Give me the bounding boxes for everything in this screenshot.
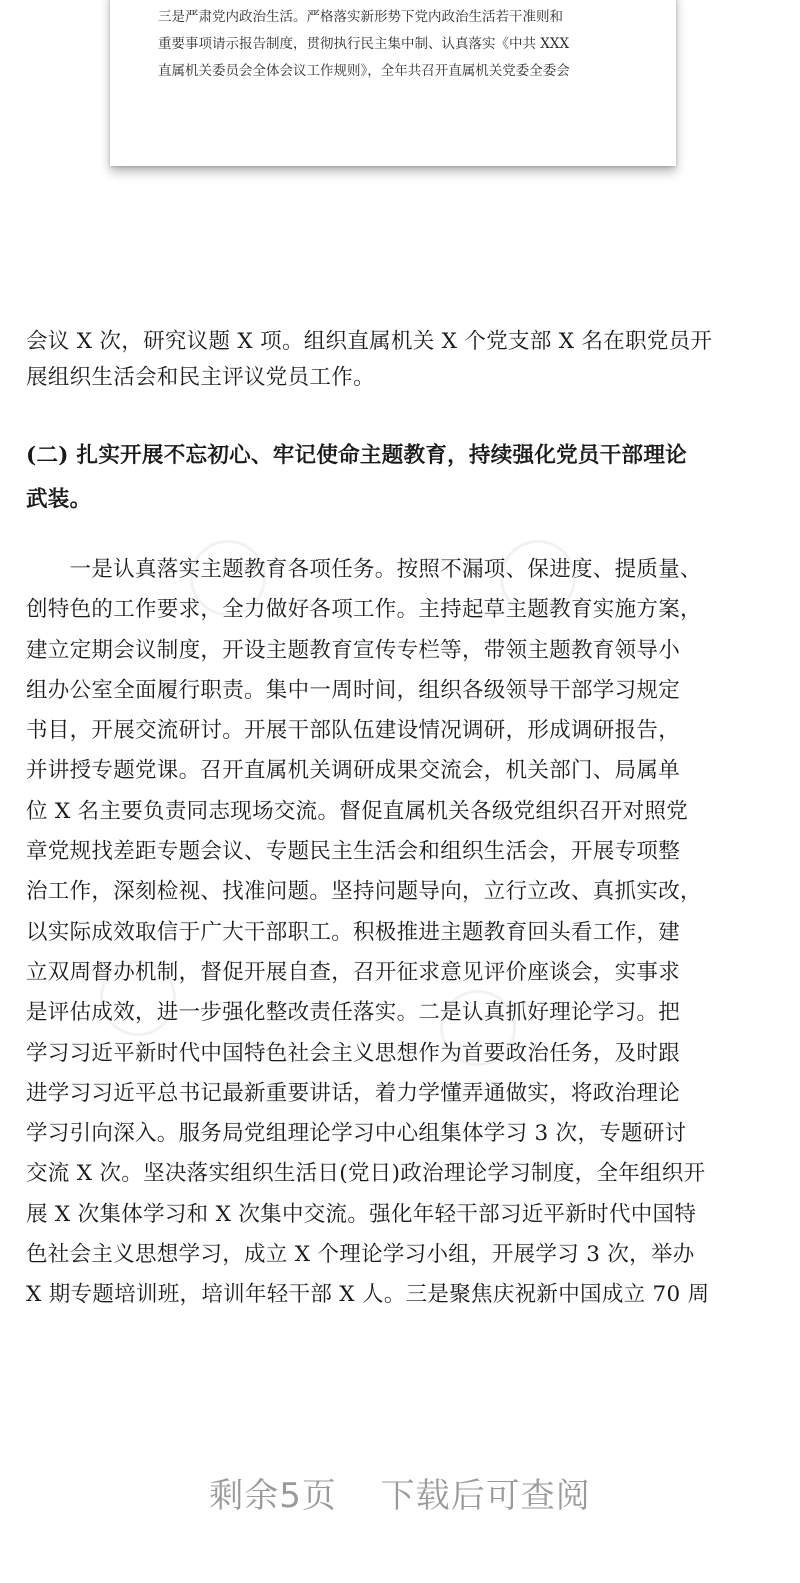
text-line: 治工作，深刻检视、找准问题。坚持问题导向，立行立改、真抓实改，: [26, 879, 702, 905]
text-line: 立双周督办机制，督促开展自查，召开征求意见评价座谈会，实事求: [26, 959, 681, 985]
text-line: 进学习习近平总书记最新重要讲话，着力学懂弄通做实，将政治理论: [26, 1080, 681, 1106]
text-line: 建立定期会议制度，开设主题教育宣传专栏等，带领主题教育领导小: [26, 637, 681, 663]
text-line: 书目，开展交流研讨。开展干部队伍建设情况调研，形成调研报告，: [26, 718, 681, 744]
text-line: 色社会主义思想学习，成立 X 个理论学习小组，开展学习 3 次，举办: [26, 1242, 695, 1268]
remaining-pages-label: 剩余5页: [209, 1476, 337, 1516]
text-line: 位 X 名主要负责同志现场交流。督促直属机关各级党组织召开对照党: [26, 798, 689, 824]
heading-line: (二) 扎实开展不忘初心、牢记使命主题教育，持续强化党员干部理论: [26, 443, 687, 468]
section-heading: [26, 434, 770, 522]
main-paragraph: [26, 550, 770, 1316]
text-line: 创特色的工作要求，全力做好各项工作。主持起草主题教育实施方案，: [26, 597, 702, 623]
remaining-pages-banner[interactable]: [0, 1468, 800, 1517]
heading-line: 武装。: [26, 487, 92, 512]
text-line: 一是认真落实主题教育各项任务。按照不漏项、保进度、提质量、: [26, 557, 702, 582]
preview-line: 三是严肃党内政治生活。严格落实新形势下党内政治生活若干准则和: [158, 9, 563, 25]
text-line: 以实际成效取信于广大干部职工。积极推进主题教育回头看工作，建: [26, 919, 681, 945]
text-line: 学习引向深入。服务局党组理论学习中心组集体学习 3 次，专题研讨: [26, 1121, 687, 1147]
preview-line: 直属机关委员会全体会议工作规则》，全年共召开直属机关党委全委会: [158, 63, 570, 79]
preview-paragraph: [158, 4, 636, 85]
preview-line: 重要事项请示报告制度，贯彻执行民主集中制、认真落实《中共 XXX: [158, 36, 570, 52]
text-line: 交流 X 次。坚决落实组织生活日(党日)政治理论学习制度，全年组织开: [26, 1161, 706, 1187]
text-line: 并讲授专题党课。召开直属机关调研成果交流会，机关部门、局属单: [26, 758, 681, 784]
text-line: 会议 X 次，研究议题 X 项。组织直属机关 X 个党支部 X 名在职党员开: [26, 329, 713, 354]
preview-page-card: [110, 0, 676, 166]
text-line: 是评估成效，进一步强化整改责任落实。二是认真抓好理论学习。把: [26, 1000, 681, 1026]
text-line: 章党规找差距专题会议、专题民主生活会和组织生活会，开展专项整: [26, 839, 681, 865]
text-line: 组办公室全面履行职责。集中一周时间，组织各级领导干部学习规定: [26, 677, 681, 703]
text-line: 学习习近平新时代中国特色社会主义思想作为首要政治任务，及时跟: [26, 1040, 681, 1066]
text-line: 展组织生活会和民主评议党员工作。: [26, 365, 375, 390]
download-hint-label: 下载后可查阅: [380, 1476, 591, 1516]
text-line: X 期专题培训班，培训年轻干部 X 人。三是聚焦庆祝新中国成立 70 周: [26, 1282, 710, 1308]
text-line: 展 X 次集体学习和 X 次集中交流。强化年轻干部习近平新时代中国特: [26, 1201, 697, 1227]
continuation-paragraph: [26, 324, 770, 396]
